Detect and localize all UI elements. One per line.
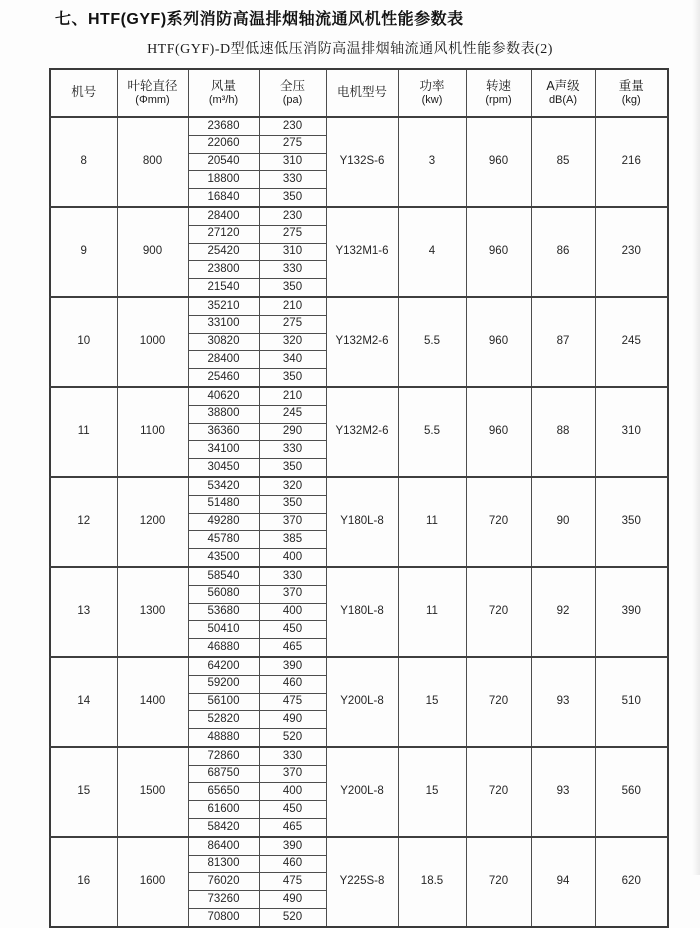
cell-air-flow: 28400	[188, 207, 259, 225]
cell-power: 11	[398, 567, 466, 657]
cell-total-pressure: 385	[259, 531, 326, 549]
cell-weight: 245	[595, 297, 668, 387]
cell-air-flow: 52820	[188, 711, 259, 729]
cell-speed: 960	[466, 117, 531, 207]
cell-total-pressure: 370	[259, 513, 326, 531]
cell-total-pressure: 465	[259, 639, 326, 657]
cell-noise-level: 87	[531, 297, 595, 387]
cell-air-flow: 68750	[188, 765, 259, 783]
col-header-weight	[595, 69, 668, 117]
table-row	[50, 117, 668, 135]
cell-motor-model: Y225S-8	[326, 837, 398, 927]
cell-speed: 720	[466, 657, 531, 747]
cell-weight: 510	[595, 657, 668, 747]
cell-total-pressure: 320	[259, 477, 326, 495]
cell-air-flow: 23800	[188, 261, 259, 279]
cell-impeller-diameter: 900	[117, 207, 188, 297]
table-subtitle: HTF(GYF)-D型低速低压消防高温排烟轴流通风机性能参数表(2)	[147, 42, 553, 57]
cell-air-flow: 16840	[188, 189, 259, 207]
cell-total-pressure: 465	[259, 819, 326, 837]
cell-fan-no: 11	[50, 387, 117, 477]
cell-air-flow: 43500	[188, 549, 259, 567]
cell-weight: 216	[595, 117, 668, 207]
cell-fan-no: 12	[50, 477, 117, 567]
cell-total-pressure: 400	[259, 549, 326, 567]
cell-impeller-diameter: 800	[117, 117, 188, 207]
cell-motor-model: Y180L-8	[326, 567, 398, 657]
cell-fan-no: 13	[50, 567, 117, 657]
col-header-label: 电机型号	[336, 85, 387, 100]
col-header-label: 重量	[618, 78, 644, 93]
col-header-unit: dB(A)	[548, 94, 578, 107]
cell-total-pressure: 350	[259, 459, 326, 477]
table-header-row	[50, 69, 668, 117]
cell-speed: 720	[466, 477, 531, 567]
page-title: 七、HTF(GYF)系列消防高温排烟轴流通风机性能参数表	[55, 11, 464, 28]
cell-air-flow: 58420	[188, 819, 259, 837]
performance-table	[49, 68, 669, 928]
cell-total-pressure: 350	[259, 369, 326, 387]
col-header-unit: (m³/h)	[208, 94, 239, 107]
col-header-label: 机号	[71, 85, 97, 100]
cell-air-flow: 33100	[188, 315, 259, 333]
cell-speed: 960	[466, 387, 531, 477]
cell-total-pressure: 340	[259, 351, 326, 369]
table-row	[50, 207, 668, 225]
col-header-label: 全压	[279, 78, 305, 93]
cell-weight: 230	[595, 207, 668, 297]
cell-noise-level: 92	[531, 567, 595, 657]
cell-air-flow: 53680	[188, 603, 259, 621]
table-row	[50, 567, 668, 585]
cell-weight: 350	[595, 477, 668, 567]
col-header-unit: (kw)	[421, 94, 443, 107]
cell-total-pressure: 520	[259, 909, 326, 927]
cell-air-flow: 76020	[188, 873, 259, 891]
cell-impeller-diameter: 1100	[117, 387, 188, 477]
cell-air-flow: 53420	[188, 477, 259, 495]
cell-air-flow: 70800	[188, 909, 259, 927]
table-row	[50, 297, 668, 315]
cell-total-pressure: 230	[259, 207, 326, 225]
cell-total-pressure: 275	[259, 135, 326, 153]
cell-motor-model: Y132S-6	[326, 117, 398, 207]
cell-total-pressure: 390	[259, 657, 326, 675]
cell-air-flow: 30450	[188, 459, 259, 477]
cell-air-flow: 23680	[188, 117, 259, 135]
table-row	[50, 387, 668, 405]
table-row	[50, 837, 668, 855]
cell-air-flow: 86400	[188, 837, 259, 855]
cell-total-pressure: 330	[259, 171, 326, 189]
cell-impeller-diameter: 1300	[117, 567, 188, 657]
cell-air-flow: 28400	[188, 351, 259, 369]
col-header-speed	[466, 69, 531, 117]
cell-total-pressure: 275	[259, 315, 326, 333]
cell-fan-no: 10	[50, 297, 117, 387]
cell-speed: 720	[466, 837, 531, 927]
cell-total-pressure: 400	[259, 783, 326, 801]
cell-weight: 390	[595, 567, 668, 657]
col-header-power	[398, 69, 466, 117]
col-header-label: 风量	[210, 78, 236, 93]
cell-air-flow: 59200	[188, 675, 259, 693]
col-header-total-pressure	[259, 69, 326, 117]
cell-air-flow: 56100	[188, 693, 259, 711]
col-header-label: 功率	[419, 78, 445, 93]
cell-motor-model: Y132M2-6	[326, 387, 398, 477]
cell-motor-model: Y200L-8	[326, 747, 398, 837]
cell-noise-level: 94	[531, 837, 595, 927]
cell-noise-level: 86	[531, 207, 595, 297]
cell-air-flow: 56080	[188, 585, 259, 603]
cell-power: 11	[398, 477, 466, 567]
cell-air-flow: 18800	[188, 171, 259, 189]
cell-air-flow: 21540	[188, 279, 259, 297]
cell-air-flow: 81300	[188, 855, 259, 873]
cell-noise-level: 93	[531, 747, 595, 837]
cell-air-flow: 73260	[188, 891, 259, 909]
cell-air-flow: 72860	[188, 747, 259, 765]
cell-total-pressure: 245	[259, 405, 326, 423]
cell-total-pressure: 330	[259, 261, 326, 279]
cell-air-flow: 25460	[188, 369, 259, 387]
cell-total-pressure: 520	[259, 729, 326, 747]
cell-weight: 560	[595, 747, 668, 837]
col-header-unit: (pa)	[282, 94, 303, 107]
cell-air-flow: 50410	[188, 621, 259, 639]
cell-total-pressure: 230	[259, 117, 326, 135]
cell-air-flow: 36360	[188, 423, 259, 441]
cell-total-pressure: 330	[259, 567, 326, 585]
col-header-unit: (rpm)	[485, 94, 512, 107]
col-header-impeller-diameter	[117, 69, 188, 117]
cell-impeller-diameter: 1000	[117, 297, 188, 387]
cell-total-pressure: 475	[259, 873, 326, 891]
cell-total-pressure: 400	[259, 603, 326, 621]
cell-impeller-diameter: 1600	[117, 837, 188, 927]
cell-fan-no: 15	[50, 747, 117, 837]
cell-total-pressure: 290	[259, 423, 326, 441]
cell-total-pressure: 210	[259, 387, 326, 405]
col-header-fan-no	[50, 69, 117, 117]
cell-impeller-diameter: 1500	[117, 747, 188, 837]
cell-weight: 620	[595, 837, 668, 927]
cell-impeller-diameter: 1200	[117, 477, 188, 567]
cell-impeller-diameter: 1400	[117, 657, 188, 747]
cell-total-pressure: 310	[259, 243, 326, 261]
cell-air-flow: 30820	[188, 333, 259, 351]
cell-motor-model: Y180L-8	[326, 477, 398, 567]
cell-total-pressure: 460	[259, 855, 326, 873]
cell-total-pressure: 350	[259, 495, 326, 513]
cell-speed: 720	[466, 567, 531, 657]
cell-total-pressure: 460	[259, 675, 326, 693]
cell-fan-no: 8	[50, 117, 117, 207]
cell-air-flow: 45780	[188, 531, 259, 549]
cell-air-flow: 51480	[188, 495, 259, 513]
col-header-noise-level	[531, 69, 595, 117]
cell-fan-no: 14	[50, 657, 117, 747]
cell-weight: 310	[595, 387, 668, 477]
cell-power: 18.5	[398, 837, 466, 927]
cell-fan-no: 9	[50, 207, 117, 297]
cell-motor-model: Y132M1-6	[326, 207, 398, 297]
cell-air-flow: 27120	[188, 225, 259, 243]
col-header-label: 叶轮直径	[127, 78, 178, 93]
cell-total-pressure: 350	[259, 189, 326, 207]
cell-air-flow: 58540	[188, 567, 259, 585]
cell-air-flow: 46880	[188, 639, 259, 657]
cell-speed: 960	[466, 207, 531, 297]
cell-total-pressure: 330	[259, 441, 326, 459]
cell-power: 3	[398, 117, 466, 207]
scan-edge-artifact	[692, 0, 700, 875]
cell-total-pressure: 210	[259, 297, 326, 315]
cell-power: 4	[398, 207, 466, 297]
cell-motor-model: Y132M2-6	[326, 297, 398, 387]
cell-total-pressure: 450	[259, 801, 326, 819]
cell-air-flow: 49280	[188, 513, 259, 531]
col-header-unit: (Φmm)	[135, 94, 170, 107]
cell-air-flow: 22060	[188, 135, 259, 153]
cell-air-flow: 64200	[188, 657, 259, 675]
cell-air-flow: 35210	[188, 297, 259, 315]
table-row	[50, 477, 668, 495]
cell-noise-level: 85	[531, 117, 595, 207]
col-header-motor-model	[326, 69, 398, 117]
cell-power: 15	[398, 747, 466, 837]
cell-power: 15	[398, 657, 466, 747]
col-header-unit: (kg)	[621, 94, 641, 107]
cell-motor-model: Y200L-8	[326, 657, 398, 747]
cell-speed: 720	[466, 747, 531, 837]
cell-power: 5.5	[398, 297, 466, 387]
cell-total-pressure: 320	[259, 333, 326, 351]
cell-air-flow: 34100	[188, 441, 259, 459]
col-header-air-flow	[188, 69, 259, 117]
cell-total-pressure: 450	[259, 621, 326, 639]
cell-total-pressure: 350	[259, 279, 326, 297]
cell-power: 5.5	[398, 387, 466, 477]
cell-air-flow: 65650	[188, 783, 259, 801]
cell-noise-level: 93	[531, 657, 595, 747]
cell-total-pressure: 490	[259, 891, 326, 909]
cell-speed: 960	[466, 297, 531, 387]
cell-noise-level: 90	[531, 477, 595, 567]
cell-fan-no: 16	[50, 837, 117, 927]
cell-air-flow: 40620	[188, 387, 259, 405]
cell-air-flow: 25420	[188, 243, 259, 261]
cell-total-pressure: 370	[259, 765, 326, 783]
cell-total-pressure: 390	[259, 837, 326, 855]
cell-total-pressure: 330	[259, 747, 326, 765]
col-header-label: 转速	[485, 78, 511, 93]
cell-air-flow: 61600	[188, 801, 259, 819]
table-body	[50, 117, 668, 927]
cell-air-flow: 20540	[188, 153, 259, 171]
cell-total-pressure: 275	[259, 225, 326, 243]
cell-air-flow: 48880	[188, 729, 259, 747]
cell-total-pressure: 490	[259, 711, 326, 729]
cell-noise-level: 88	[531, 387, 595, 477]
cell-total-pressure: 475	[259, 693, 326, 711]
col-header-label: A声级	[546, 78, 580, 93]
cell-air-flow: 38800	[188, 405, 259, 423]
cell-total-pressure: 310	[259, 153, 326, 171]
table-row	[50, 657, 668, 675]
cell-total-pressure: 370	[259, 585, 326, 603]
table-row	[50, 747, 668, 765]
